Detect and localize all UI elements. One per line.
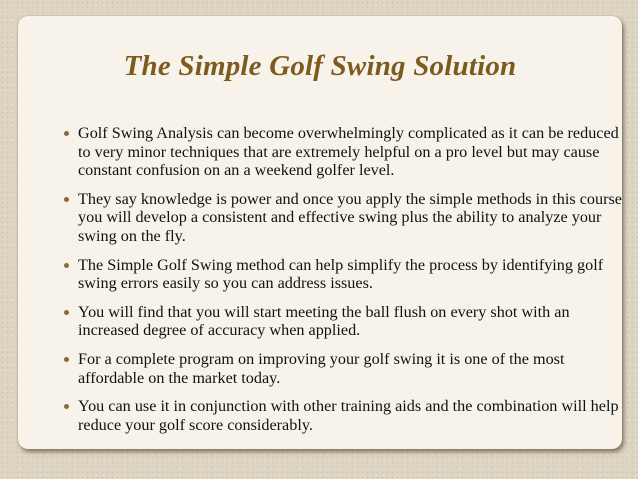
bullet-item — [36, 256, 622, 293]
bullet-item — [36, 397, 622, 434]
bullet-dot-icon — [64, 131, 69, 136]
bullet-text: Golf Swing Analysis can become overwhelmingly complicated as it can be reduced to very minor techniques that are extremely helpful on a pro level but may cause constant confusion on an a weekend golfer level. — [78, 124, 619, 180]
bullet-item — [36, 350, 622, 387]
bullet-item — [36, 190, 622, 246]
bullet-item — [36, 303, 622, 340]
bullet-text: You can use it in conjunction with other training aids and the combination will help reduce your golf score considerably. — [78, 397, 619, 434]
bullet-dot-icon — [64, 404, 69, 409]
bullet-item — [36, 124, 622, 180]
bullet-text: For a complete program on improving your golf swing it is one of the most affordable on the market today. — [78, 349, 565, 387]
slide-title: The Simple Golf Swing Solution — [123, 50, 517, 82]
bullet-dot-icon — [64, 357, 69, 362]
slide-card — [18, 16, 622, 449]
bullet-dot-icon — [64, 263, 69, 268]
bullet-text: You will find that you will start meeting the ball flush on every shot with an increased degree of accuracy when applied. — [78, 302, 570, 340]
bullet-text: They say knowledge is power and once you apply the simple methods in this course you will develop a consistent and effective swing plus the ability to analyze your swing on the fly. — [78, 189, 622, 245]
bullet-dot-icon — [64, 310, 69, 315]
bullet-list — [36, 124, 622, 444]
bullet-dot-icon — [64, 197, 69, 202]
bullet-text: The Simple Golf Swing method can help simplify the process by identifying golf swing errors easily so you can address issues. — [78, 255, 604, 293]
